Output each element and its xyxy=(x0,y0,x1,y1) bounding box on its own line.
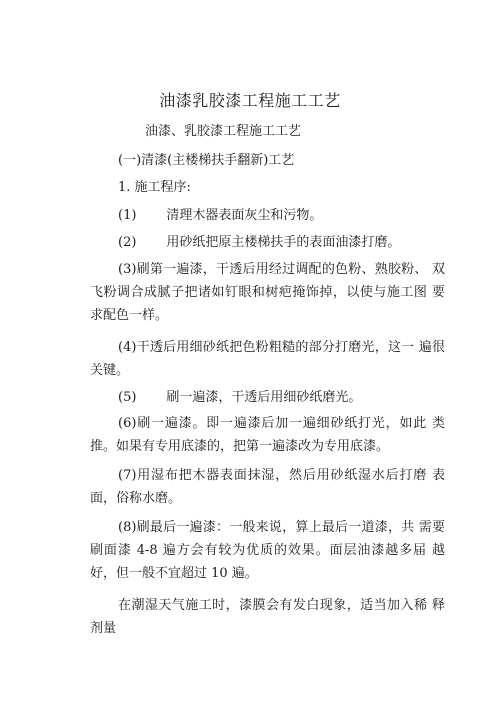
step-number: (1) xyxy=(118,208,137,223)
step-number: (5) xyxy=(118,390,137,405)
step-5 xyxy=(118,390,478,406)
step-7: (7)用湿布把木器表面抹湿，然后用砂纸湿水后打磨 表面，俗称水磨。 xyxy=(90,468,445,506)
step-number: (2) xyxy=(118,235,137,250)
document-subtitle: 油漆、乳胶漆工程施工工艺 xyxy=(145,124,302,139)
step-text: 清理木器表面灰尘和污物。 xyxy=(166,208,323,223)
step-1 xyxy=(118,208,478,224)
step-8: (8)刷最后一遍漆：一般来说，算上最后一道漆，共 需要刷面漆 4-8 遍方会有较为优质的效果。面层油漆越多届 越好，但一般不宜超过 10 遍。 xyxy=(90,520,445,581)
step-6: (6)刷一遍漆。即一遍漆后加一遍细砂纸打光，如此 类推。如果有专用底漆的，把第一遍漆改为专用底漆。 xyxy=(90,416,445,454)
section-heading: (一)清漆(主楼梯扶手翻新)工艺 xyxy=(118,153,295,168)
step-text: 用砂纸把原主楼梯扶手的表面油漆打磨。 xyxy=(166,235,401,250)
step-4: (4)干透后用细砂纸把色粉粗糙的部分打磨光，这一 遍很关键。 xyxy=(90,340,445,378)
step-3: (3)刷第一遍漆，干透后用经过调配的色粉、熟胶粉、 双飞粉调合成腻子把诸如钉眼和树疤掩饰掉，以使与施工图 要求配色一样。 xyxy=(90,262,445,323)
document-title: 油漆乳胶漆工程施工工艺 xyxy=(159,91,341,110)
step-text: 刷一遍漆，干透后用细砂纸磨光。 xyxy=(166,390,362,405)
closing-paragraph: 在潮湿天气施工时，漆膜会有发白现象，适当加入稀 释剂量 xyxy=(90,598,445,636)
procedure-heading: 1. 施工程序: xyxy=(118,180,191,195)
step-2 xyxy=(118,235,478,251)
